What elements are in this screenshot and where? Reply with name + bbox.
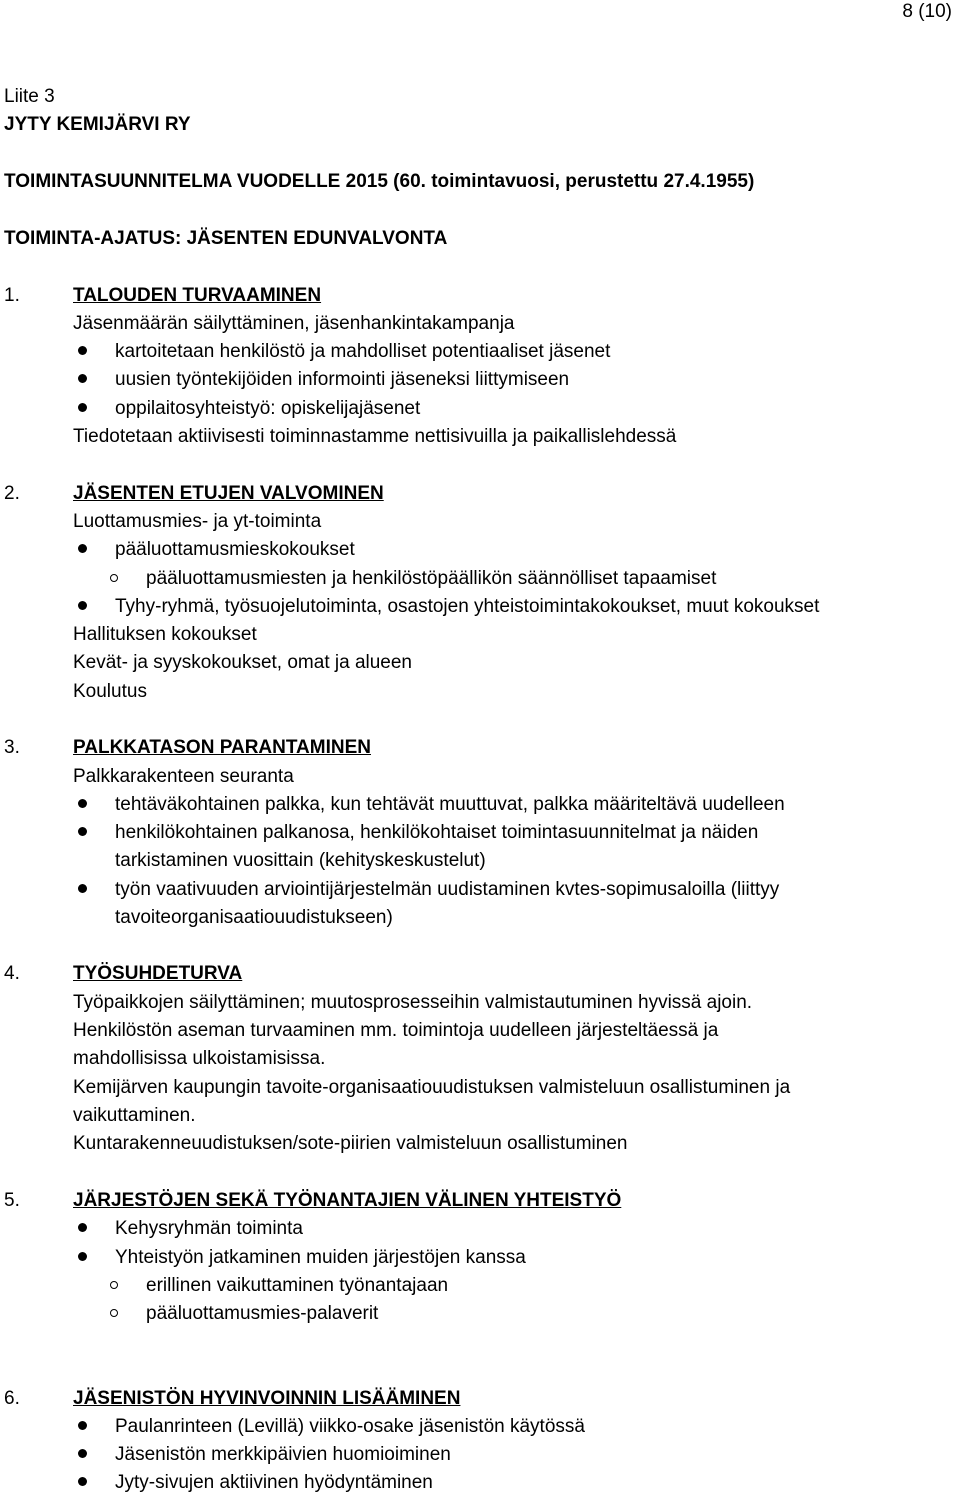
section-5-number: 5. — [4, 1190, 20, 1211]
section-4-line: vaikuttaminen. — [73, 1105, 196, 1126]
section-1-bullet: kartoitetaan henkilöstö ja mahdolliset potentiaaliset jäsenet — [115, 341, 611, 362]
section-3-number: 3. — [4, 737, 20, 758]
section-3-bullet: tehtäväkohtainen palkka, kun tehtävät muuttuvat, palkka määriteltävä uudelleen — [115, 794, 785, 815]
section-4-title: TYÖSUHDETURVA — [73, 963, 243, 984]
section-2-sub-bullet: pääluottamusmiesten ja henkilöstöpäällikön säännölliset tapaamiset — [146, 568, 717, 589]
section-4-line: Työpaikkojen säilyttäminen; muutosprosesseihin valmistautuminen hyvissä ajoin. — [73, 992, 753, 1013]
bullet-icon — [78, 346, 87, 355]
section-5-sub-bullet: pääluottamusmies-palaverit — [146, 1303, 379, 1324]
section-2-line: Hallituksen kokoukset — [73, 624, 257, 645]
section-3-bullet: henkilökohtainen palkanosa, henkilökohtaiset toimintasuunnitelmat ja näiden — [115, 822, 759, 843]
section-2-number: 2. — [4, 483, 20, 504]
plan-title: TOIMINTASUUNNITELMA VUODELLE 2015 (60. toimintavuosi, perustettu 27.4.1955) — [4, 171, 755, 192]
section-3-bullet: työn vaativuuden arviointijärjestelmän uudistaminen kvtes-sopimusaloilla (liittyy — [115, 879, 780, 900]
bullet-icon — [78, 1421, 87, 1430]
bullet-icon — [78, 374, 87, 383]
section-6-title: JÄSENISTÖN HYVINVOINNIN LISÄÄMINEN — [73, 1388, 461, 1409]
section-4-line: Henkilöstön aseman turvaaminen mm. toimintoja uudelleen järjesteltäessä ja — [73, 1020, 719, 1041]
bullet-icon — [78, 403, 87, 412]
section-5-bullet: Kehysryhmän toiminta — [115, 1218, 303, 1239]
section-5-bullet: Yhteistyön jatkaminen muiden järjestöjen kanssa — [115, 1247, 526, 1268]
section-4-line: Kuntarakenneuudistuksen/sote-piirien valmisteluun osallistuminen — [73, 1133, 628, 1154]
section-4-line: Kemijärven kaupungin tavoite-organisaatiouudistuksen valmisteluun osallistuminen ja — [73, 1077, 791, 1098]
section-2-bullet: Tyhy-ryhmä, työsuojelutoiminta, osastojen yhteistoimintakokoukset, muut kokoukset — [115, 596, 820, 617]
section-5-title: JÄRJESTÖJEN SEKÄ TYÖNANTAJIEN VÄLINEN YHTEISTYÖ — [73, 1190, 622, 1211]
section-4-line: mahdollisissa ulkoistamisissa. — [73, 1048, 326, 1069]
bullet-icon — [78, 884, 87, 893]
section-6-number: 6. — [4, 1388, 20, 1409]
bullet-icon — [78, 1449, 87, 1458]
section-2-line: Kevät- ja syyskokoukset, omat ja alueen — [73, 652, 413, 673]
section-1-lead: Jäsenmäärän säilyttäminen, jäsenhankintakampanja — [73, 313, 515, 334]
page-number: 8 (10) — [902, 1, 952, 22]
section-2-title: JÄSENTEN ETUJEN VALVOMINEN — [73, 483, 384, 504]
section-2-bullet: pääluottamusmieskokoukset — [115, 539, 355, 560]
section-6-bullet: Jäsenistön merkkipäivien huomioiminen — [115, 1444, 451, 1465]
mission-statement: TOIMINTA-AJATUS: JÄSENTEN EDUNVALVONTA — [4, 228, 448, 249]
section-2-line: Koulutus — [73, 681, 147, 702]
section-4-number: 4. — [4, 963, 20, 984]
section-1-number: 1. — [4, 285, 20, 306]
sub-bullet-icon — [110, 1281, 118, 1289]
section-1-bullet: uusien työntekijöiden informointi jäseneksi liittymiseen — [115, 369, 570, 390]
sub-bullet-icon — [110, 1309, 118, 1317]
bullet-icon — [78, 1477, 87, 1486]
section-1-bullet: oppilaitosyhteistyö: opiskelijajäsenet — [115, 398, 421, 419]
section-1-tail: Tiedotetaan aktiivisesti toiminnastamme nettisivuilla ja paikallislehdessä — [73, 426, 677, 447]
section-3-title: PALKKATASON PARANTAMINEN — [73, 737, 371, 758]
bullet-icon — [78, 799, 87, 808]
bullet-icon — [78, 544, 87, 553]
section-5-sub-bullet: erillinen vaikuttaminen työnantajaan — [146, 1275, 449, 1296]
section-2-lead: Luottamusmies- ja yt-toiminta — [73, 511, 322, 532]
section-1-title: TALOUDEN TURVAAMINEN — [73, 285, 322, 306]
bullet-icon — [78, 1252, 87, 1261]
organization-name: JYTY KEMIJÄRVI RY — [4, 114, 191, 135]
bullet-icon — [78, 827, 87, 836]
section-6-bullet: Jyty-sivujen aktiivinen hyödyntäminen — [115, 1472, 433, 1493]
sub-bullet-icon — [110, 574, 118, 582]
section-3-lead: Palkkarakenteen seuranta — [73, 766, 294, 787]
bullet-icon — [78, 1223, 87, 1232]
bullet-icon — [78, 601, 87, 610]
section-3-bullet-continuation: tavoiteorganisaatiouudistukseen) — [115, 907, 393, 928]
attachment-label: Liite 3 — [4, 86, 55, 107]
section-3-bullet-continuation: tarkistaminen vuosittain (kehityskeskustelut) — [115, 850, 486, 871]
section-6-bullet: Paulanrinteen (Levillä) viikko-osake jäsenistön käytössä — [115, 1416, 585, 1437]
